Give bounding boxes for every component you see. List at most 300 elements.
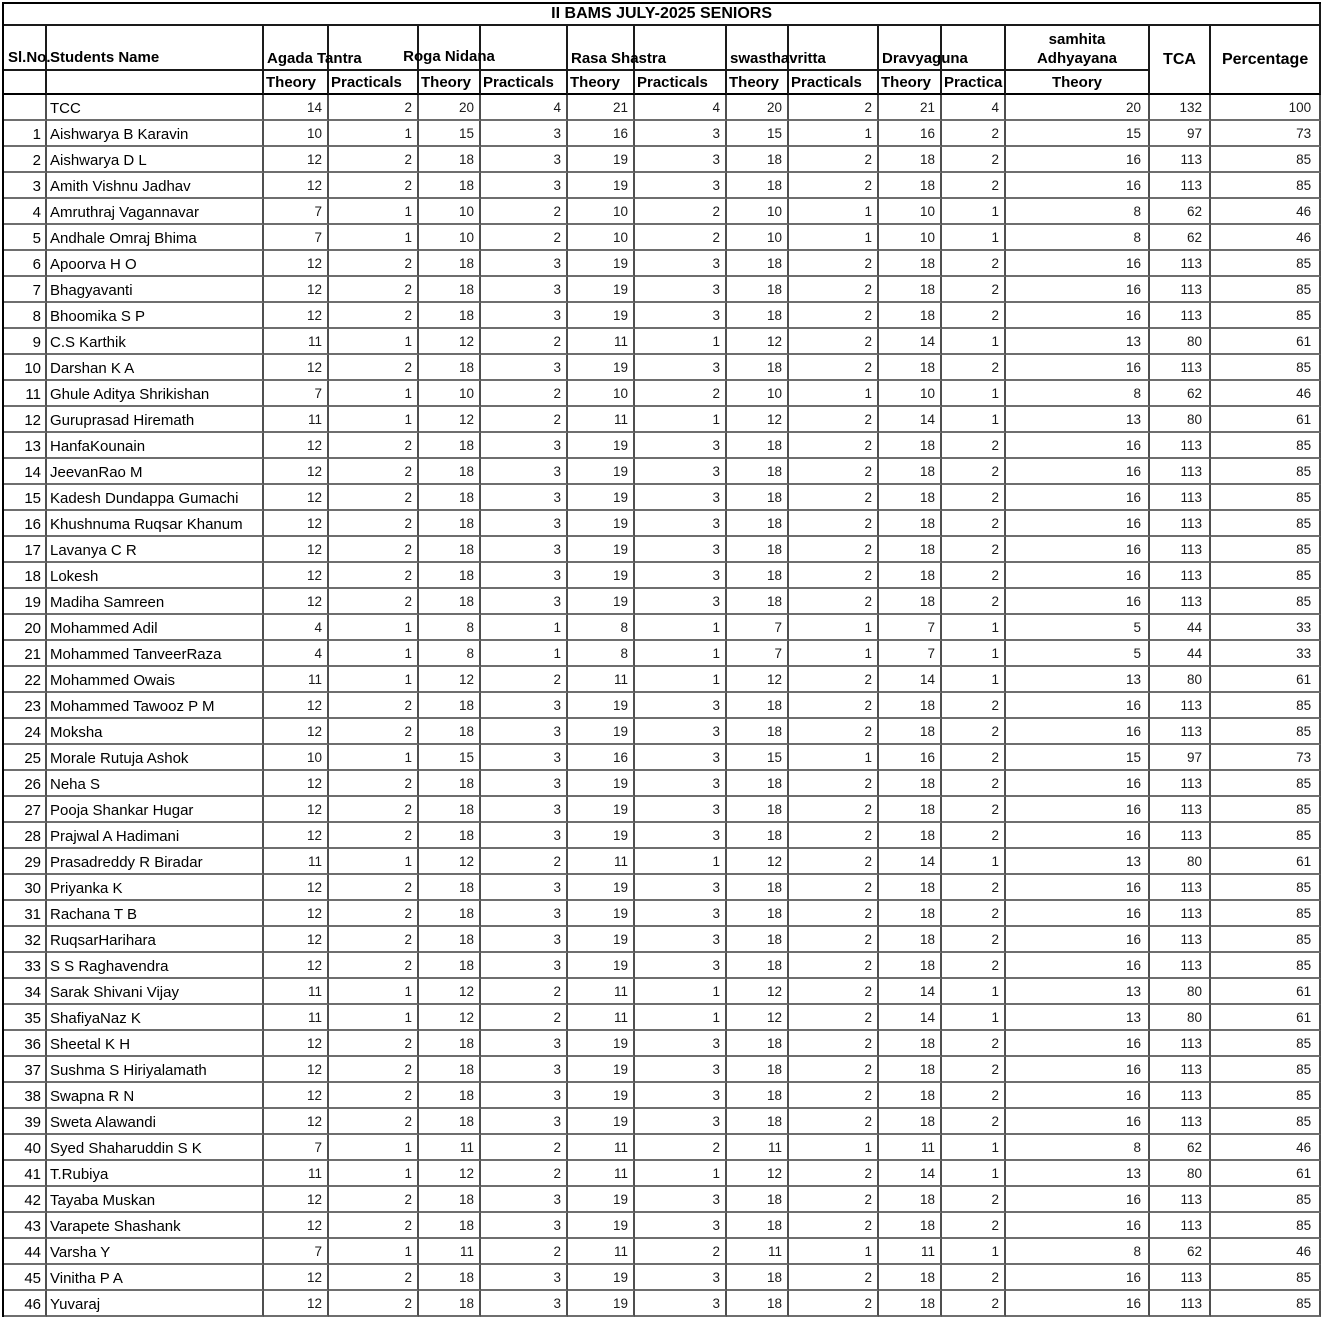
cell-mark[interactable]: 12 (419, 667, 481, 693)
cell-mark[interactable]: 18 (727, 797, 789, 823)
cell-mark[interactable]: 18 (727, 433, 789, 459)
cell-mark[interactable]: 2 (789, 407, 879, 433)
cell-mark[interactable]: 2 (942, 251, 1006, 277)
cell-mark[interactable]: 2 (789, 1161, 879, 1187)
cell-mark[interactable]: 2 (942, 745, 1006, 771)
cell-mark[interactable]: 2 (789, 511, 879, 537)
cell-mark[interactable]: 18 (879, 459, 942, 485)
cell-slno[interactable]: 39 (4, 1109, 47, 1135)
cell-mark[interactable]: 2 (789, 1083, 879, 1109)
cell-percentage[interactable]: 33 (1211, 615, 1321, 641)
cell-mark[interactable]: 12 (264, 303, 329, 329)
cell-student-name[interactable]: Guruprasad Hiremath (47, 407, 264, 433)
cell-mark[interactable]: 3 (635, 1109, 727, 1135)
cell-tca[interactable]: 113 (1150, 719, 1211, 745)
cell-mark[interactable]: 1 (635, 407, 727, 433)
cell-mark[interactable]: 3 (635, 953, 727, 979)
cell-slno[interactable]: 44 (4, 1239, 47, 1265)
cell-mark[interactable]: 18 (727, 511, 789, 537)
cell-mark[interactable]: 2 (942, 797, 1006, 823)
cell-mark[interactable]: 10 (879, 199, 942, 225)
cell-mark[interactable]: 2 (789, 485, 879, 511)
cell-mark[interactable]: 12 (264, 901, 329, 927)
cell-mark[interactable]: 12 (264, 537, 329, 563)
cell-slno[interactable]: 42 (4, 1187, 47, 1213)
cell-mark[interactable]: 19 (568, 589, 635, 615)
cell-mark[interactable]: 2 (789, 147, 879, 173)
cell-mark[interactable]: 2 (789, 1031, 879, 1057)
cell-mark[interactable]: 16 (1006, 1187, 1150, 1213)
cell-mark[interactable]: 2 (481, 407, 568, 433)
cell-percentage[interactable]: 85 (1211, 511, 1321, 537)
subject-group-header[interactable] (568, 26, 667, 71)
cell-mark[interactable]: 12 (727, 849, 789, 875)
empty-header-cell[interactable] (47, 71, 264, 95)
cell-tca[interactable]: 113 (1150, 1187, 1211, 1213)
sub-header-practicals[interactable]: Practicals (635, 71, 727, 95)
cell-mark[interactable]: 11 (568, 1239, 635, 1265)
cell-mark[interactable]: 1 (942, 1005, 1006, 1031)
cell-slno[interactable]: 34 (4, 979, 47, 1005)
cell-mark[interactable]: 4 (635, 95, 727, 121)
cell-mark[interactable]: 3 (635, 1265, 727, 1291)
cell-mark[interactable]: 2 (481, 199, 568, 225)
cell-mark[interactable]: 8 (419, 615, 481, 641)
cell-mark[interactable]: 18 (419, 797, 481, 823)
cell-tca[interactable]: 44 (1150, 641, 1211, 667)
cell-slno[interactable]: 41 (4, 1161, 47, 1187)
cell-mark[interactable]: 2 (635, 1135, 727, 1161)
cell-mark[interactable]: 18 (727, 1265, 789, 1291)
cell-mark[interactable]: 16 (1006, 1057, 1150, 1083)
subject-group-header[interactable] (727, 26, 826, 71)
cell-mark[interactable]: 18 (419, 459, 481, 485)
cell-tca[interactable]: 113 (1150, 1265, 1211, 1291)
cell-mark[interactable]: 1 (481, 615, 568, 641)
cell-mark[interactable]: 3 (481, 277, 568, 303)
cell-student-name[interactable]: Sarak Shivani Vijay (47, 979, 264, 1005)
cell-mark[interactable]: 2 (789, 719, 879, 745)
cell-student-name[interactable]: Sweta Alawandi (47, 1109, 264, 1135)
cell-mark[interactable]: 3 (635, 797, 727, 823)
cell-mark[interactable]: 10 (879, 225, 942, 251)
cell-mark[interactable]: 2 (942, 147, 1006, 173)
cell-mark[interactable]: 18 (727, 485, 789, 511)
cell-student-name[interactable]: Sheetal K H (47, 1031, 264, 1057)
cell-student-name[interactable]: Sushma S Hiriyalamath (47, 1057, 264, 1083)
cell-mark[interactable]: 18 (419, 1031, 481, 1057)
cell-mark[interactable]: 15 (1006, 121, 1150, 147)
cell-mark[interactable]: 18 (727, 303, 789, 329)
cell-mark[interactable]: 19 (568, 875, 635, 901)
cell-mark[interactable]: 18 (879, 693, 942, 719)
cell-mark[interactable]: 2 (329, 173, 419, 199)
cell-mark[interactable]: 16 (879, 745, 942, 771)
cell-mark[interactable]: 12 (264, 1187, 329, 1213)
cell-mark[interactable]: 3 (481, 589, 568, 615)
cell-mark[interactable]: 8 (1006, 225, 1150, 251)
cell-mark[interactable]: 18 (879, 927, 942, 953)
cell-mark[interactable]: 1 (789, 1135, 879, 1161)
cell-mark[interactable]: 2 (481, 979, 568, 1005)
cell-mark[interactable]: 1 (942, 225, 1006, 251)
cell-slno[interactable]: 7 (4, 277, 47, 303)
cell-mark[interactable]: 1 (942, 615, 1006, 641)
cell-mark[interactable]: 2 (789, 1213, 879, 1239)
cell-mark[interactable]: 2 (481, 667, 568, 693)
cell-mark[interactable]: 2 (942, 511, 1006, 537)
cell-mark[interactable]: 2 (789, 173, 879, 199)
cell-mark[interactable]: 18 (879, 173, 942, 199)
cell-tca[interactable]: 62 (1150, 225, 1211, 251)
cell-mark[interactable]: 18 (879, 537, 942, 563)
cell-mark[interactable]: 2 (329, 563, 419, 589)
cell-mark[interactable]: 18 (419, 485, 481, 511)
cell-tca[interactable]: 113 (1150, 953, 1211, 979)
cell-tca[interactable]: 80 (1150, 979, 1211, 1005)
cell-mark[interactable]: 18 (419, 953, 481, 979)
cell-mark[interactable]: 2 (942, 173, 1006, 199)
cell-student-name[interactable]: Lokesh (47, 563, 264, 589)
cell-mark[interactable]: 2 (942, 1213, 1006, 1239)
cell-student-name[interactable]: Aishwarya B Karavin (47, 121, 264, 147)
cell-slno[interactable]: 38 (4, 1083, 47, 1109)
cell-slno[interactable]: 36 (4, 1031, 47, 1057)
cell-mark[interactable]: 2 (942, 927, 1006, 953)
cell-mark[interactable]: 18 (419, 1265, 481, 1291)
cell-mark[interactable]: 19 (568, 303, 635, 329)
cell-mark[interactable]: 2 (329, 485, 419, 511)
cell-percentage[interactable]: 85 (1211, 1031, 1321, 1057)
sub-header-theory[interactable]: Theory (419, 71, 481, 95)
cell-mark[interactable]: 16 (1006, 719, 1150, 745)
cell-mark[interactable]: 18 (879, 303, 942, 329)
cell-tca[interactable]: 80 (1150, 1161, 1211, 1187)
cell-mark[interactable]: 2 (789, 927, 879, 953)
cell-mark[interactable]: 12 (419, 329, 481, 355)
cell-mark[interactable]: 12 (264, 1265, 329, 1291)
cell-mark[interactable]: 11 (264, 329, 329, 355)
cell-mark[interactable]: 19 (568, 1083, 635, 1109)
cell-student-name[interactable]: Mohammed Tawooz P M (47, 693, 264, 719)
cell-slno[interactable]: 24 (4, 719, 47, 745)
cell-mark[interactable]: 18 (879, 797, 942, 823)
cell-percentage[interactable]: 85 (1211, 797, 1321, 823)
cell-student-name[interactable]: Kadesh Dundappa Gumachi (47, 485, 264, 511)
cell-slno[interactable]: 19 (4, 589, 47, 615)
cell-mark[interactable]: 18 (879, 901, 942, 927)
cell-student-name[interactable]: Khushnuma Ruqsar Khanum (47, 511, 264, 537)
cell-mark[interactable]: 19 (568, 901, 635, 927)
cell-mark[interactable]: 11 (879, 1135, 942, 1161)
cell-mark[interactable]: 1 (942, 199, 1006, 225)
cell-mark[interactable]: 18 (727, 875, 789, 901)
cell-mark[interactable]: 3 (481, 433, 568, 459)
cell-percentage[interactable]: 85 (1211, 563, 1321, 589)
cell-mark[interactable]: 1 (329, 407, 419, 433)
cell-mark[interactable]: 7 (264, 381, 329, 407)
cell-mark[interactable]: 1 (635, 1161, 727, 1187)
cell-mark[interactable]: 11 (727, 1135, 789, 1161)
cell-tca[interactable]: 80 (1150, 407, 1211, 433)
cell-mark[interactable]: 1 (942, 849, 1006, 875)
cell-mark[interactable]: 13 (1006, 667, 1150, 693)
cell-mark[interactable]: 2 (789, 1057, 879, 1083)
cell-mark[interactable]: 1 (942, 1135, 1006, 1161)
cell-mark[interactable]: 10 (419, 225, 481, 251)
cell-mark[interactable]: 18 (419, 563, 481, 589)
cell-mark[interactable]: 12 (264, 589, 329, 615)
cell-mark[interactable]: 11 (568, 849, 635, 875)
cell-mark[interactable]: 3 (481, 1213, 568, 1239)
cell-mark[interactable]: 19 (568, 251, 635, 277)
cell-slno[interactable]: 17 (4, 537, 47, 563)
cell-mark[interactable]: 2 (789, 433, 879, 459)
cell-student-name[interactable]: Syed Shaharuddin S K (47, 1135, 264, 1161)
cell-mark[interactable]: 2 (329, 901, 419, 927)
cell-mark[interactable]: 12 (264, 485, 329, 511)
cell-mark[interactable]: 2 (942, 563, 1006, 589)
cell-mark[interactable]: 2 (329, 95, 419, 121)
cell-mark[interactable]: 16 (1006, 693, 1150, 719)
subject-group-header[interactable] (264, 26, 362, 71)
cell-mark[interactable]: 18 (727, 563, 789, 589)
cell-mark[interactable]: 5 (1006, 615, 1150, 641)
cell-mark[interactable]: 18 (879, 953, 942, 979)
cell-mark[interactable]: 16 (568, 745, 635, 771)
cell-mark[interactable]: 3 (635, 901, 727, 927)
sub-header-theory[interactable]: Theory (879, 71, 942, 95)
cell-slno[interactable]: 43 (4, 1213, 47, 1239)
cell-percentage[interactable]: 73 (1211, 121, 1321, 147)
cell-mark[interactable]: 10 (727, 225, 789, 251)
cell-mark[interactable]: 15 (1006, 745, 1150, 771)
cell-student-name[interactable]: Moksha (47, 719, 264, 745)
cell-mark[interactable]: 2 (942, 277, 1006, 303)
cell-slno[interactable]: 3 (4, 173, 47, 199)
col-header-percentage[interactable]: Percentage (1211, 26, 1321, 95)
cell-mark[interactable]: 14 (879, 667, 942, 693)
cell-tca[interactable]: 113 (1150, 1213, 1211, 1239)
cell-mark[interactable]: 19 (568, 1291, 635, 1317)
cell-mark[interactable]: 2 (942, 875, 1006, 901)
cell-mark[interactable]: 1 (329, 1135, 419, 1161)
cell-slno[interactable]: 11 (4, 381, 47, 407)
cell-mark[interactable]: 13 (1006, 1005, 1150, 1031)
cell-mark[interactable]: 19 (568, 1213, 635, 1239)
cell-mark[interactable]: 12 (727, 1161, 789, 1187)
cell-mark[interactable]: 14 (879, 1005, 942, 1031)
cell-percentage[interactable]: 61 (1211, 849, 1321, 875)
cell-mark[interactable]: 3 (481, 511, 568, 537)
cell-mark[interactable]: 20 (727, 95, 789, 121)
cell-tca[interactable]: 113 (1150, 823, 1211, 849)
cell-mark[interactable]: 3 (481, 901, 568, 927)
cell-mark[interactable]: 18 (879, 875, 942, 901)
cell-percentage[interactable]: 46 (1211, 199, 1321, 225)
cell-mark[interactable]: 3 (635, 459, 727, 485)
cell-mark[interactable]: 2 (329, 1187, 419, 1213)
cell-slno[interactable]: 37 (4, 1057, 47, 1083)
cell-mark[interactable]: 18 (727, 719, 789, 745)
cell-mark[interactable]: 1 (635, 1005, 727, 1031)
cell-percentage[interactable]: 46 (1211, 1135, 1321, 1161)
cell-mark[interactable]: 3 (481, 147, 568, 173)
cell-mark[interactable]: 1 (329, 979, 419, 1005)
cell-mark[interactable]: 10 (568, 225, 635, 251)
cell-mark[interactable]: 3 (481, 823, 568, 849)
cell-percentage[interactable]: 85 (1211, 1187, 1321, 1213)
cell-mark[interactable]: 2 (329, 953, 419, 979)
cell-tca[interactable]: 80 (1150, 1005, 1211, 1031)
cell-percentage[interactable]: 61 (1211, 667, 1321, 693)
cell-student-name[interactable]: Vinitha P A (47, 1265, 264, 1291)
cell-mark[interactable]: 16 (1006, 1109, 1150, 1135)
cell-mark[interactable]: 1 (942, 407, 1006, 433)
cell-slno[interactable]: 26 (4, 771, 47, 797)
cell-mark[interactable]: 4 (264, 641, 329, 667)
cell-mark[interactable]: 2 (789, 589, 879, 615)
cell-mark[interactable]: 18 (879, 589, 942, 615)
cell-percentage[interactable]: 85 (1211, 1291, 1321, 1317)
cell-mark[interactable]: 2 (789, 355, 879, 381)
cell-percentage[interactable]: 46 (1211, 1239, 1321, 1265)
cell-mark[interactable]: 16 (1006, 563, 1150, 589)
cell-slno[interactable]: 2 (4, 147, 47, 173)
col-header-slno[interactable]: Sl.No. (4, 26, 47, 71)
cell-mark[interactable]: 11 (568, 1135, 635, 1161)
cell-mark[interactable]: 1 (789, 641, 879, 667)
cell-mark[interactable]: 18 (879, 1057, 942, 1083)
cell-mark[interactable]: 3 (481, 1057, 568, 1083)
cell-slno[interactable]: 32 (4, 927, 47, 953)
cell-mark[interactable]: 5 (1006, 641, 1150, 667)
cell-mark[interactable]: 12 (264, 433, 329, 459)
cell-mark[interactable]: 2 (635, 381, 727, 407)
cell-mark[interactable]: 19 (568, 1265, 635, 1291)
cell-mark[interactable]: 1 (789, 381, 879, 407)
cell-mark[interactable]: 15 (419, 121, 481, 147)
cell-mark[interactable]: 2 (481, 381, 568, 407)
cell-tca[interactable]: 113 (1150, 693, 1211, 719)
cell-mark[interactable]: 2 (329, 1265, 419, 1291)
cell-mark[interactable]: 1 (329, 329, 419, 355)
cell-percentage[interactable]: 100 (1211, 95, 1321, 121)
cell-mark[interactable]: 2 (942, 693, 1006, 719)
cell-mark[interactable]: 7 (264, 1239, 329, 1265)
cell-mark[interactable]: 20 (419, 95, 481, 121)
cell-student-name[interactable]: Varsha Y (47, 1239, 264, 1265)
cell-mark[interactable]: 11 (727, 1239, 789, 1265)
cell-mark[interactable]: 1 (329, 745, 419, 771)
cell-mark[interactable]: 3 (481, 1187, 568, 1213)
cell-mark[interactable]: 16 (1006, 277, 1150, 303)
cell-mark[interactable]: 12 (264, 1109, 329, 1135)
cell-mark[interactable]: 2 (789, 693, 879, 719)
cell-mark[interactable]: 18 (727, 1031, 789, 1057)
cell-mark[interactable]: 2 (942, 1187, 1006, 1213)
cell-mark[interactable]: 18 (727, 693, 789, 719)
cell-mark[interactable]: 2 (942, 1291, 1006, 1317)
cell-mark[interactable]: 3 (481, 745, 568, 771)
cell-mark[interactable]: 10 (727, 199, 789, 225)
cell-mark[interactable]: 16 (1006, 797, 1150, 823)
cell-mark[interactable]: 18 (419, 1083, 481, 1109)
cell-mark[interactable]: 19 (568, 771, 635, 797)
cell-mark[interactable]: 12 (264, 719, 329, 745)
cell-mark[interactable]: 2 (942, 1109, 1006, 1135)
cell-mark[interactable]: 1 (329, 667, 419, 693)
cell-mark[interactable]: 2 (329, 1031, 419, 1057)
cell-mark[interactable]: 3 (481, 537, 568, 563)
cell-mark[interactable]: 12 (264, 823, 329, 849)
cell-mark[interactable]: 16 (1006, 589, 1150, 615)
cell-mark[interactable]: 2 (789, 667, 879, 693)
cell-mark[interactable]: 1 (329, 615, 419, 641)
cell-slno[interactable]: 13 (4, 433, 47, 459)
cell-mark[interactable]: 2 (789, 563, 879, 589)
cell-mark[interactable]: 3 (635, 303, 727, 329)
cell-mark[interactable]: 16 (1006, 927, 1150, 953)
cell-mark[interactable]: 18 (727, 459, 789, 485)
cell-mark[interactable]: 2 (942, 1057, 1006, 1083)
sub-header-theory[interactable]: Theory (1006, 71, 1150, 95)
cell-mark[interactable]: 3 (635, 875, 727, 901)
cell-mark[interactable]: 2 (942, 1265, 1006, 1291)
cell-mark[interactable]: 10 (264, 745, 329, 771)
cell-slno[interactable]: 46 (4, 1291, 47, 1317)
cell-mark[interactable]: 18 (419, 147, 481, 173)
cell-mark[interactable]: 12 (264, 459, 329, 485)
cell-percentage[interactable]: 61 (1211, 407, 1321, 433)
cell-mark[interactable]: 19 (568, 1031, 635, 1057)
cell-mark[interactable]: 15 (419, 745, 481, 771)
cell-mark[interactable]: 20 (1006, 95, 1150, 121)
cell-mark[interactable]: 14 (879, 329, 942, 355)
cell-student-name[interactable]: Tayaba Muskan (47, 1187, 264, 1213)
cell-mark[interactable]: 3 (635, 771, 727, 797)
cell-student-name[interactable]: Aishwarya D L (47, 147, 264, 173)
cell-mark[interactable]: 2 (789, 797, 879, 823)
cell-mark[interactable]: 12 (264, 147, 329, 173)
cell-mark[interactable]: 2 (481, 329, 568, 355)
cell-tca[interactable]: 113 (1150, 147, 1211, 173)
cell-tca[interactable]: 62 (1150, 1239, 1211, 1265)
cell-mark[interactable]: 12 (264, 511, 329, 537)
cell-slno[interactable]: 16 (4, 511, 47, 537)
cell-mark[interactable]: 12 (264, 1031, 329, 1057)
cell-mark[interactable]: 3 (635, 823, 727, 849)
cell-percentage[interactable]: 61 (1211, 1005, 1321, 1031)
cell-mark[interactable]: 7 (879, 615, 942, 641)
cell-percentage[interactable]: 85 (1211, 1083, 1321, 1109)
cell-mark[interactable]: 1 (635, 329, 727, 355)
cell-mark[interactable]: 2 (329, 1057, 419, 1083)
cell-percentage[interactable]: 85 (1211, 1057, 1321, 1083)
cell-tca[interactable]: 113 (1150, 1057, 1211, 1083)
cell-student-name[interactable]: Prajwal A Hadimani (47, 823, 264, 849)
cell-student-name[interactable]: Rachana T B (47, 901, 264, 927)
cell-mark[interactable]: 2 (329, 147, 419, 173)
cell-mark[interactable]: 16 (1006, 1265, 1150, 1291)
cell-mark[interactable]: 21 (568, 95, 635, 121)
cell-mark[interactable]: 8 (1006, 381, 1150, 407)
cell-mark[interactable]: 2 (942, 823, 1006, 849)
cell-tca[interactable]: 113 (1150, 563, 1211, 589)
cell-mark[interactable]: 3 (635, 1031, 727, 1057)
cell-mark[interactable]: 18 (419, 823, 481, 849)
cell-mark[interactable]: 19 (568, 927, 635, 953)
